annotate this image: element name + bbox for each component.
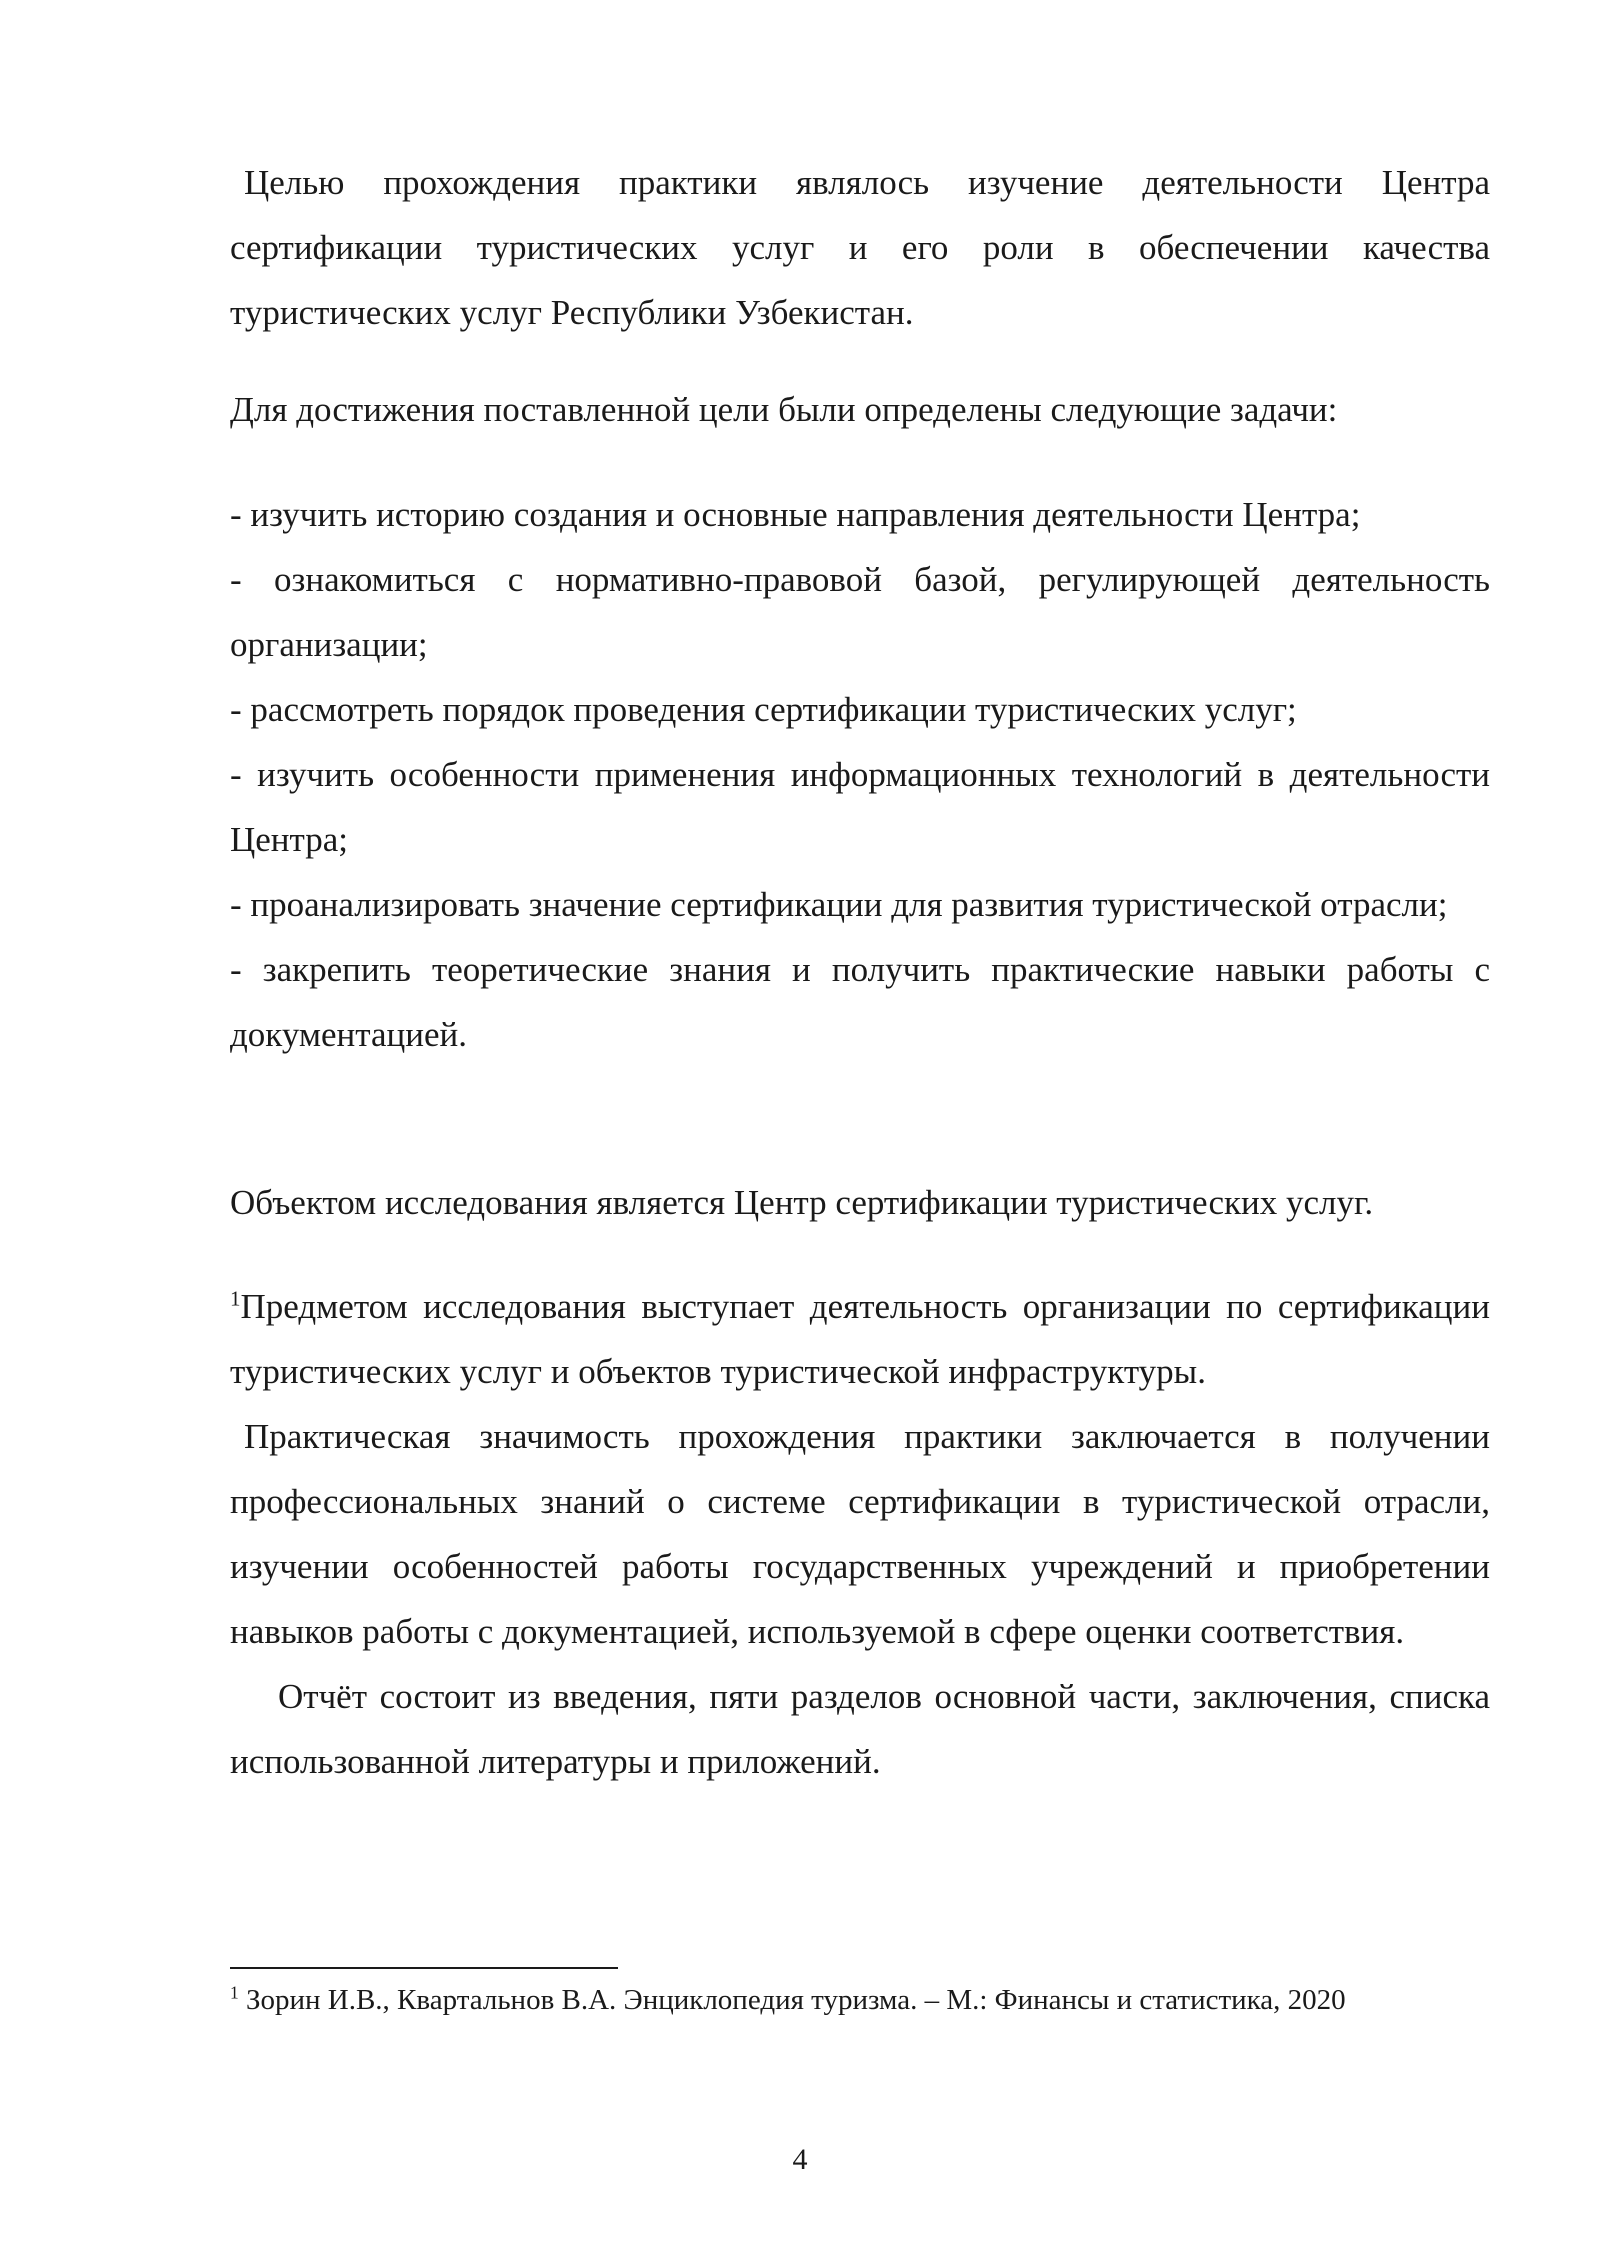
footnote-separator [230, 1967, 618, 1969]
footnote [230, 1980, 1500, 2020]
subject-paragraph-text: Предметом исследования выступает деятельность организации по сертификации туристических услуг и объектов туристической инфраструктуры. [230, 1287, 1490, 1391]
tasks-intro: Для достижения поставленной цели были определены следующие задачи: [230, 390, 1338, 429]
tasks-intro-block [230, 377, 1490, 442]
significance-paragraph: Практическая значимость прохождения практики заключается в получении профессиональных знаний о системе сертификации в туристической отрасли, изучении особенностей работы государственных учреждений и приобретении навыков работы с документацией, используемой в сфере оценки соответствия. [230, 1417, 1490, 1651]
subject-paragraph-block [230, 1274, 1490, 1794]
subject-paragraph [230, 1274, 1490, 1404]
goal-paragraph: Целью прохождения практики являлось изучение деятельности Центра сертификации туристических услуг и его роли в обеспечении качества туристических услуг Республики Узбекистан. [230, 163, 1490, 332]
footnote-mark: 1 [230, 1982, 239, 2003]
task-item: - проанализировать значение сертификации для развития туристической отрасли; [230, 885, 1448, 924]
footnote-reference[interactable]: 1 [230, 1286, 241, 1311]
object-paragraph-block [230, 1170, 1490, 1235]
task-item: - ознакомиться с нормативно-правовой базой, регулирующей деятельность организации; [230, 560, 1490, 664]
footnote-text: Зорин И.В., Квартальнов В.А. Энциклопедия туризма. – М.: Финансы и статистика, 2020 [245, 1984, 1346, 2016]
tasks-list [230, 482, 1490, 1067]
goal-paragraph-block [230, 150, 1490, 345]
task-item: - закрепить теоретические знания и получить практические навыки работы с документацией. [230, 950, 1490, 1054]
structure-paragraph: Отчёт состоит из введения, пяти разделов основной части, заключения, списка использованной литературы и приложений. [230, 1677, 1490, 1781]
task-item: - рассмотреть порядок проведения сертификации туристических услуг; [230, 690, 1297, 729]
page-number: 4 [792, 2143, 808, 2176]
task-item: - изучить особенности применения информационных технологий в деятельности Центра; [230, 755, 1490, 859]
task-item: - изучить историю создания и основные направления деятельности Центра; [230, 495, 1361, 534]
object-paragraph: Объектом исследования является Центр сертификации туристических услуг. [230, 1183, 1374, 1222]
